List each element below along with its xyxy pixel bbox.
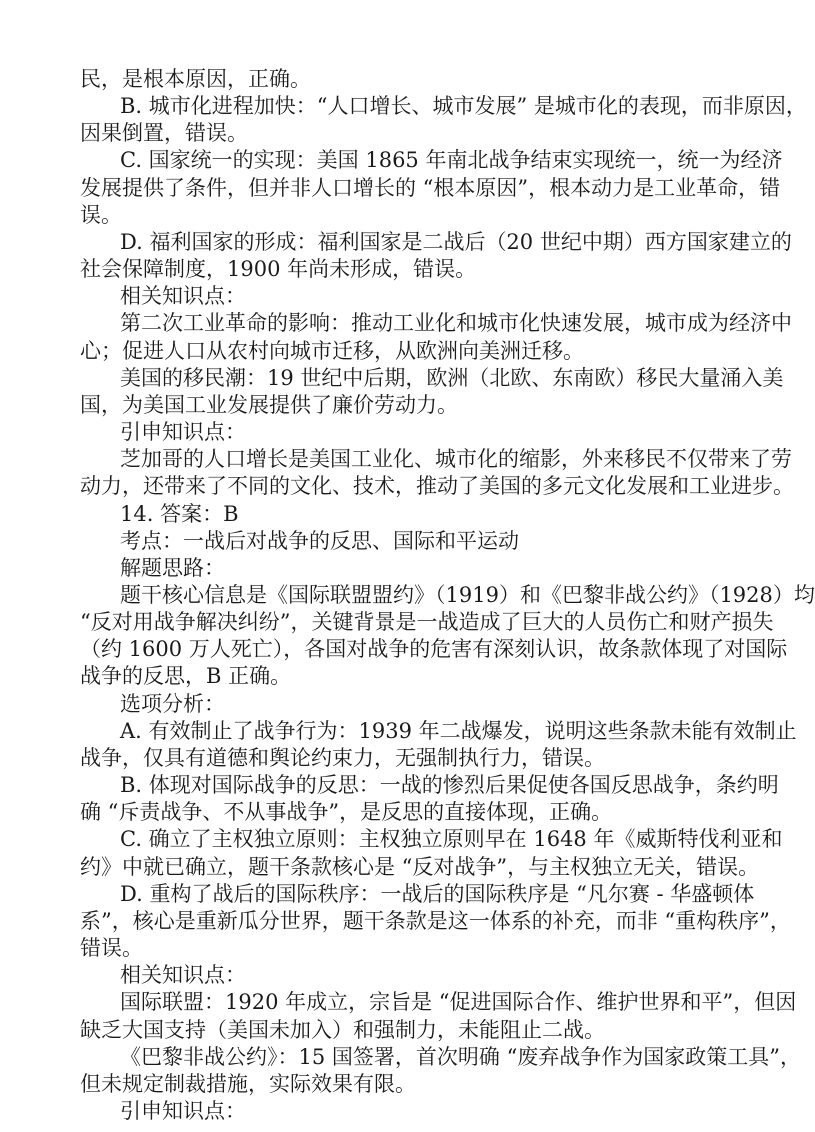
text-line: C. 确立了主权独立原则：主权独立原则早在 1648 年《威斯特伐利亚和 <box>120 827 783 851</box>
text-line: 国，为美国工业发展提供了廉价劳动力。 <box>80 393 458 417</box>
text-line: 第二次工业革命的影响：推动工业化和城市化快速发展，城市成为经济中 <box>120 311 792 335</box>
text-line: 错误。 <box>80 936 143 960</box>
text-line: 题干核心信息是《国际联盟盟约》（1919）和《巴黎非战公约》（1928）均 <box>120 583 815 607</box>
text-line: 《巴黎非战公约》：15 国签署，首次明确 “废弃战争作为国家政策工具”， <box>120 1045 802 1069</box>
text-line: 国际联盟：1920 年成立，宗旨是 “促进国际合作、维护世界和平”，但因 <box>120 990 797 1014</box>
text-line: 误。 <box>80 203 122 227</box>
text-line: 相关知识点： <box>120 963 246 987</box>
text-line: 约》中就已确立，题干条款核心是 “反对战争”，与主权独立无关，错误。 <box>80 855 760 879</box>
text-line: 动力，还带来了不同的文化、技术，推动了美国的多元文化发展和工业进步。 <box>80 474 794 498</box>
text-line: 考点：一战后对战争的反思、国际和平运动 <box>120 529 519 553</box>
text-line: 心；促进人口从农村向城市迁移，从欧洲向美洲迁移。 <box>80 339 584 363</box>
text-line: 美国的移民潮：19 世纪中后期，欧洲（北欧、东南欧）移民大量涌入美 <box>120 366 784 390</box>
text-line: 14. 答案：B <box>120 502 239 526</box>
text-line: C. 国家统一的实现：美国 1865 年南北战争结束实现统一，统一为经济 <box>120 148 783 172</box>
text-line: 选项分析： <box>120 692 225 716</box>
text-line: 引申知识点： <box>120 1099 246 1123</box>
text-line: 战争，仅具有道德和舆论约束力，无强制执行力，错误。 <box>80 746 605 770</box>
text-line: 社会保障制度，1900 年尚未形成，错误。 <box>80 257 477 281</box>
text-line: D. 重构了战后的国际秩序：一战后的国际秩序是 “凡尔赛 - 华盛顿体 <box>120 882 755 906</box>
text-line: 民，是根本原因，正确。 <box>80 67 311 91</box>
text-line: B. 体现对国际战争的反思：一战的惨烈后果促使各国反思战争，条约明 <box>120 773 779 797</box>
text-line: 战争的反思，B 正确。 <box>80 664 292 688</box>
text-line: B. 城市化进程加快：“人口增长、城市发展” 是城市化的表现，而非原因， <box>120 94 807 118</box>
text-line: 引申知识点： <box>120 420 246 444</box>
text-line: 芝加哥的人口增长是美国工业化、城市化的缩影，外来移民不仅带来了劳 <box>120 447 792 471</box>
text-line: A. 有效制止了战争行为：1939 年二战爆发，说明这些条款未能有效制止 <box>120 719 797 743</box>
text-line: 解题思路： <box>120 556 225 580</box>
text-line: 确 “斥责战争、不从事战争”，是反思的直接体现，正确。 <box>80 800 613 824</box>
text-line: 系”，核心是重新瓜分世界，题干条款是这一体系的补充，而非 “重构秩序”， <box>80 909 791 933</box>
text-line: 因果倒置，错误。 <box>80 121 248 145</box>
text-line: 但未规定制裁措施，实际效果有限。 <box>80 1072 416 1096</box>
text-line: 发展提供了条件，但并非人口增长的 “根本原因”，根本动力是工业革命，错 <box>80 176 781 200</box>
text-line: （约 1600 万人死亡），各国对战争的危害有深刻认识，故条款体现了对国际 <box>80 637 788 661</box>
text-line: D. 福利国家的形成：福利国家是二战后（20 世纪中期）西方国家建立的 <box>120 230 792 254</box>
text-line: 相关知识点： <box>120 284 246 308</box>
text-line: “反对用战争解决纠纷”，关键背景是一战造成了巨大的人员伤亡和财产损失 <box>80 610 774 634</box>
text-line: 缺乏大国支持（美国未加入）和强制力，未能阻止二战。 <box>80 1018 605 1042</box>
